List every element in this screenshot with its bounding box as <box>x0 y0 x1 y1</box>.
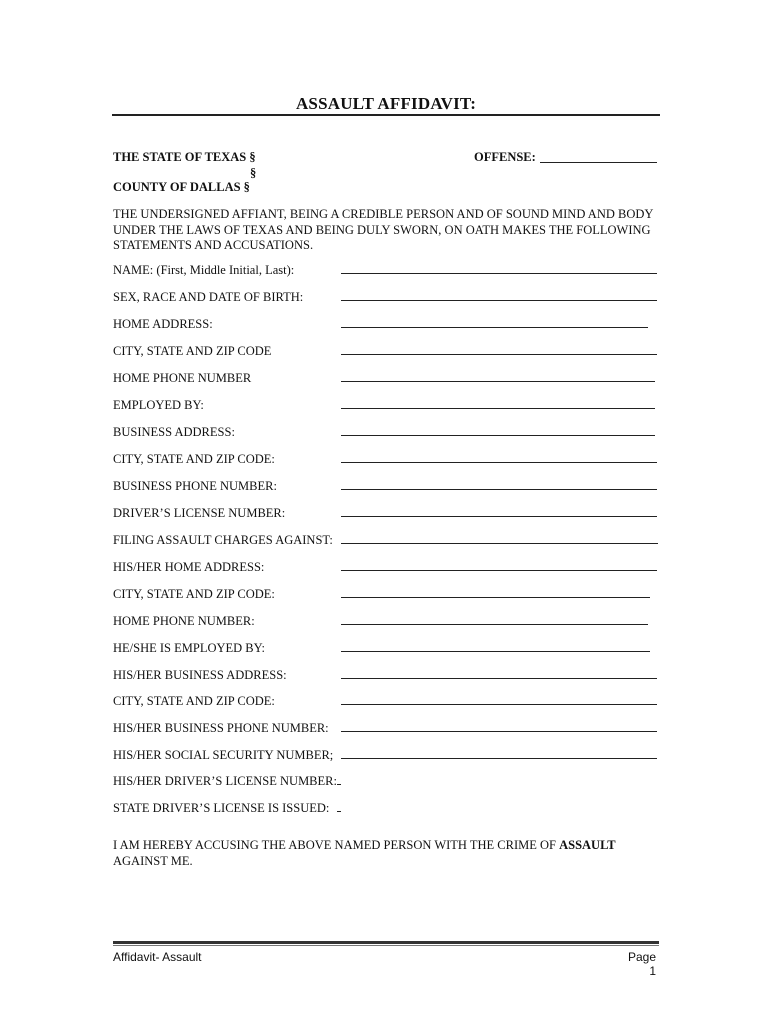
field-label: HOME PHONE NUMBER <box>113 371 252 385</box>
field-input-line[interactable] <box>341 597 650 598</box>
field-input-line[interactable] <box>341 678 657 679</box>
field-label: BUSINESS PHONE NUMBER: <box>113 479 277 493</box>
field-label: HIS/HER SOCIAL SECURITY NUMBER; <box>113 748 334 762</box>
accusation-paragraph <box>113 838 663 869</box>
footer-rule <box>113 941 659 944</box>
field-input-line[interactable] <box>341 273 657 274</box>
field-label: CITY, STATE AND ZIP CODE: <box>113 452 275 466</box>
field-input-line[interactable] <box>341 651 650 652</box>
field-input-line[interactable] <box>341 354 657 355</box>
field-input-line[interactable] <box>341 516 657 517</box>
section-mark: § <box>250 166 257 180</box>
field-input-line[interactable] <box>341 300 657 301</box>
field-label: HOME PHONE NUMBER: <box>113 614 255 628</box>
field-input-line[interactable] <box>341 408 655 409</box>
field-input-line[interactable] <box>341 462 657 463</box>
offense-label: OFFENSE: <box>474 150 536 164</box>
field-label: HE/SHE IS EMPLOYED BY: <box>113 641 265 655</box>
field-input-line[interactable] <box>341 435 655 436</box>
field-input-line[interactable] <box>341 381 655 382</box>
county-label: COUNTY OF DALLAS § <box>113 180 250 194</box>
field-input-line[interactable] <box>341 327 648 328</box>
field-label: NAME: (First, Middle Initial, Last): <box>113 263 295 277</box>
field-label: SEX, RACE AND DATE OF BIRTH: <box>113 290 304 304</box>
field-label: EMPLOYED BY: <box>113 398 204 412</box>
field-label: HOME ADDRESS: <box>113 317 213 331</box>
footer-page-number: Page 1 <box>627 950 656 978</box>
field-label: DRIVER’S LICENSE NUMBER: <box>113 506 286 520</box>
field-label: BUSINESS ADDRESS: <box>113 425 235 439</box>
field-input-line[interactable] <box>337 784 341 785</box>
accusation-suffix: AGAINST ME. <box>113 853 193 868</box>
footer-rule-thin <box>113 945 659 946</box>
field-label: CITY, STATE AND ZIP CODE <box>113 344 272 358</box>
field-label: FILING ASSAULT CHARGES AGAINST: <box>113 533 333 547</box>
intro-paragraph: THE UNDERSIGNED AFFIANT, BEING A CREDIBLE PERSON AND OF SOUND MIND AND BODY UNDER THE LAWS OF TEXAS AND BEING DULY SWORN, ON OATH MAKES THE FOLLOWING STATEMENTS AND ACCUSATIONS. <box>113 207 653 252</box>
title-underline <box>112 114 660 116</box>
field-input-line[interactable] <box>341 758 657 759</box>
offense-field[interactable] <box>540 162 657 163</box>
field-input-line[interactable] <box>341 704 657 705</box>
field-input-line[interactable] <box>341 570 657 571</box>
document-title: ASSAULT AFFIDAVIT: <box>295 94 477 113</box>
field-label: HIS/HER BUSINESS ADDRESS: <box>113 668 287 682</box>
field-input-line[interactable] <box>341 543 658 544</box>
field-label: HIS/HER DRIVER’S LICENSE NUMBER: <box>113 774 337 788</box>
field-input-line[interactable] <box>341 489 657 490</box>
field-input-line[interactable] <box>341 731 657 732</box>
field-label: STATE DRIVER’S LICENSE IS ISSUED: <box>113 801 330 815</box>
field-input-line[interactable] <box>341 624 648 625</box>
footer-doc-name: Affidavit- Assault <box>113 950 202 964</box>
field-label: HIS/HER BUSINESS PHONE NUMBER: <box>113 721 329 735</box>
field-label: CITY, STATE AND ZIP CODE: <box>113 587 275 601</box>
accusation-prefix: I AM HEREBY ACCUSING THE ABOVE NAMED PERSON WITH THE CRIME OF <box>113 838 560 852</box>
field-label: HIS/HER HOME ADDRESS: <box>113 560 265 574</box>
state-label: THE STATE OF TEXAS § <box>113 150 256 164</box>
field-label: CITY, STATE AND ZIP CODE: <box>113 694 275 708</box>
field-input-line[interactable] <box>337 811 341 812</box>
accusation-crime: ASSAULT <box>559 838 616 852</box>
